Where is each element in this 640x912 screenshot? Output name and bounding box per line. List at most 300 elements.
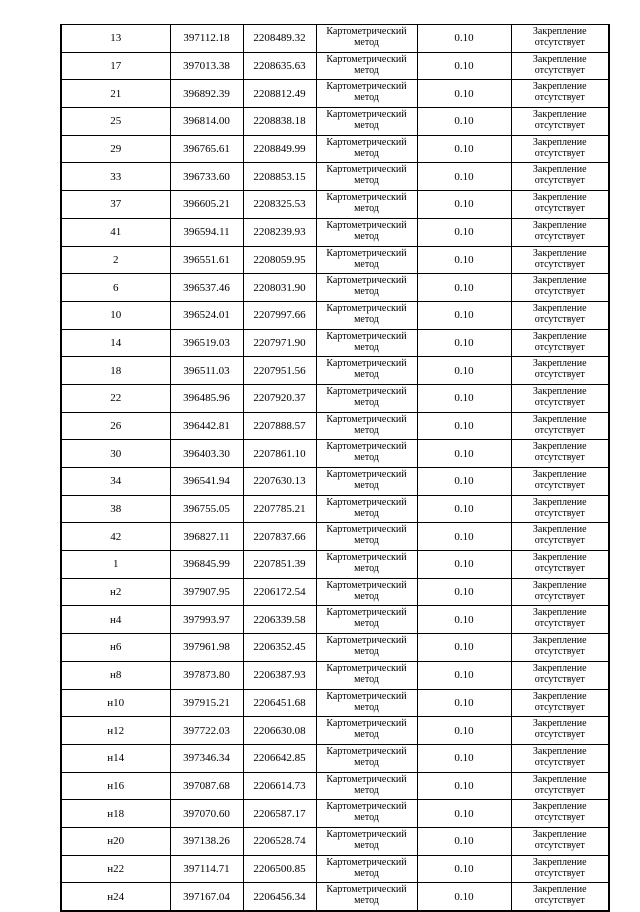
fixation-cell-line-1: Закрепление <box>532 773 587 785</box>
accuracy-cell: 0.10 <box>417 661 511 689</box>
accuracy-cell: 0.10 <box>417 218 511 246</box>
y-coordinate-cell: 2206528.74 <box>243 827 316 855</box>
x-coordinate-cell: 396814.00 <box>170 108 243 136</box>
point-number-cell: н14 <box>61 744 170 772</box>
x-coordinate-cell: 397873.80 <box>170 661 243 689</box>
x-coordinate-cell: 396524.01 <box>170 301 243 329</box>
table-row <box>61 163 609 191</box>
x-coordinate-cell: 396892.39 <box>170 80 243 108</box>
table-row <box>61 523 609 551</box>
x-coordinate-cell: 397961.98 <box>170 634 243 662</box>
fixation-cell <box>511 80 609 108</box>
fixation-cell-line-2: отсутствует <box>534 646 585 658</box>
y-coordinate-cell: 2207861.10 <box>243 440 316 468</box>
fixation-cell-line-1: Закрепление <box>532 275 587 287</box>
x-coordinate-cell: 397138.26 <box>170 827 243 855</box>
method-cell <box>316 163 417 191</box>
x-coordinate-cell: 396485.96 <box>170 384 243 412</box>
accuracy-cell: 0.10 <box>417 606 511 634</box>
method-cell-line-1: Картометрический <box>326 109 407 121</box>
point-number-cell: 1 <box>61 551 170 579</box>
x-coordinate-cell: 396845.99 <box>170 551 243 579</box>
fixation-cell-line-1: Закрепление <box>532 358 587 370</box>
table-row <box>61 606 609 634</box>
accuracy-cell: 0.10 <box>417 135 511 163</box>
method-cell <box>316 689 417 717</box>
method-cell-line-2: метод <box>354 784 379 796</box>
table-row <box>61 301 609 329</box>
x-coordinate-cell: 396511.03 <box>170 357 243 385</box>
accuracy-cell: 0.10 <box>417 800 511 828</box>
point-number-cell: 37 <box>61 191 170 219</box>
fixation-cell-line-2: отсутствует <box>534 756 585 768</box>
table-row <box>61 578 609 606</box>
method-cell-line-1: Картометрический <box>326 53 407 65</box>
method-cell-line-2: метод <box>354 64 379 76</box>
method-cell-line-1: Картометрический <box>326 441 407 453</box>
accuracy-cell: 0.10 <box>417 578 511 606</box>
point-number-cell: 22 <box>61 384 170 412</box>
x-coordinate-cell: 396442.81 <box>170 412 243 440</box>
x-coordinate-cell: 396541.94 <box>170 468 243 496</box>
table-row <box>61 634 609 662</box>
method-cell <box>316 717 417 745</box>
fixation-cell-line-2: отсутствует <box>534 313 585 325</box>
point-number-cell: 34 <box>61 468 170 496</box>
y-coordinate-cell: 2206630.08 <box>243 717 316 745</box>
fixation-cell-line-1: Закрепление <box>532 164 587 176</box>
method-cell-line-1: Картометрический <box>326 358 407 370</box>
table-row <box>61 468 609 496</box>
method-cell <box>316 274 417 302</box>
fixation-cell-line-2: отсутствует <box>534 37 585 48</box>
accuracy-cell: 0.10 <box>417 827 511 855</box>
y-coordinate-cell: 2208853.15 <box>243 163 316 191</box>
fixation-cell-line-1: Закрепление <box>532 53 587 65</box>
table-row <box>61 551 609 579</box>
method-cell-line-2: метод <box>354 812 379 824</box>
point-number-cell: 18 <box>61 357 170 385</box>
method-cell <box>316 246 417 274</box>
fixation-cell-line-1: Закрепление <box>532 828 587 840</box>
method-cell-line-1: Картометрический <box>326 496 407 508</box>
fixation-cell-line-1: Закрепление <box>532 136 587 148</box>
method-cell-line-2: метод <box>354 203 379 215</box>
accuracy-cell: 0.10 <box>417 25 511 53</box>
fixation-cell-line-1: Закрепление <box>532 81 587 93</box>
fixation-cell-line-1: Закрепление <box>532 801 587 813</box>
point-number-cell: н4 <box>61 606 170 634</box>
point-number-cell: н8 <box>61 661 170 689</box>
y-coordinate-cell: 2208489.32 <box>243 25 316 53</box>
y-coordinate-cell: 2207851.39 <box>243 551 316 579</box>
fixation-cell-line-2: отсутствует <box>534 673 585 685</box>
accuracy-cell: 0.10 <box>417 384 511 412</box>
method-cell <box>316 661 417 689</box>
point-number-cell: н22 <box>61 855 170 883</box>
method-cell-line-2: метод <box>354 590 379 602</box>
method-cell-line-2: метод <box>354 480 379 491</box>
fixation-cell-line-2: отсутствует <box>534 230 585 242</box>
fixation-cell-line-1: Закрепление <box>532 247 587 259</box>
point-number-cell: н10 <box>61 689 170 717</box>
method-cell <box>316 412 417 440</box>
fixation-cell-line-2: отсутствует <box>534 812 585 824</box>
accuracy-cell: 0.10 <box>417 440 511 468</box>
method-cell <box>316 301 417 329</box>
method-cell-line-2: метод <box>354 701 379 713</box>
y-coordinate-cell: 2208838.18 <box>243 108 316 136</box>
accuracy-cell: 0.10 <box>417 357 511 385</box>
method-cell-line-1: Картометрический <box>326 856 407 868</box>
accuracy-cell: 0.10 <box>417 689 511 717</box>
method-cell-line-2: метод <box>354 258 379 270</box>
fixation-cell-line-1: Закрепление <box>532 552 587 564</box>
method-cell <box>316 606 417 634</box>
fixation-cell-line-2: отсутствует <box>534 424 585 436</box>
y-coordinate-cell: 2206500.85 <box>243 855 316 883</box>
fixation-cell <box>511 135 609 163</box>
point-number-cell: н18 <box>61 800 170 828</box>
fixation-cell <box>511 52 609 80</box>
fixation-cell-line-1: Закрепление <box>532 690 587 702</box>
fixation-cell-line-1: Закрепление <box>532 413 587 425</box>
method-cell-line-1: Картометрический <box>326 469 407 480</box>
y-coordinate-cell: 2207785.21 <box>243 495 316 523</box>
method-cell-line-2: метод <box>354 147 379 159</box>
method-cell-line-1: Картометрический <box>326 192 407 204</box>
table-row <box>61 274 609 302</box>
x-coordinate-cell: 397114.71 <box>170 855 243 883</box>
method-cell <box>316 357 417 385</box>
method-cell-line-1: Картометрический <box>326 413 407 425</box>
point-number-cell: 17 <box>61 52 170 80</box>
fixation-cell-line-2: отсутствует <box>534 839 585 851</box>
method-cell-line-1: Картометрический <box>326 26 407 37</box>
y-coordinate-cell: 2206352.45 <box>243 634 316 662</box>
accuracy-cell: 0.10 <box>417 412 511 440</box>
method-cell <box>316 191 417 219</box>
y-coordinate-cell: 2207837.66 <box>243 523 316 551</box>
fixation-cell-line-2: отсутствует <box>534 784 585 796</box>
method-cell <box>316 218 417 246</box>
method-cell-line-1: Картометрический <box>326 718 407 730</box>
x-coordinate-cell: 396827.11 <box>170 523 243 551</box>
fixation-cell-line-2: отсутствует <box>534 341 585 353</box>
method-cell <box>316 108 417 136</box>
table-row <box>61 191 609 219</box>
method-cell <box>316 329 417 357</box>
method-cell-line-1: Картометрический <box>326 81 407 93</box>
accuracy-cell: 0.10 <box>417 495 511 523</box>
y-coordinate-cell: 2208635.63 <box>243 52 316 80</box>
x-coordinate-cell: 397907.95 <box>170 578 243 606</box>
method-cell-line-2: метод <box>354 37 379 48</box>
accuracy-cell: 0.10 <box>417 551 511 579</box>
fixation-cell-line-2: отсутствует <box>534 507 585 519</box>
fixation-cell-line-1: Закрепление <box>532 469 587 480</box>
point-number-cell: 25 <box>61 108 170 136</box>
fixation-cell <box>511 246 609 274</box>
fixation-cell-line-1: Закрепление <box>532 330 587 342</box>
fixation-cell <box>511 440 609 468</box>
method-cell-line-1: Картометрический <box>326 607 407 619</box>
x-coordinate-cell: 396537.46 <box>170 274 243 302</box>
x-coordinate-cell: 396765.61 <box>170 135 243 163</box>
fixation-cell <box>511 772 609 800</box>
method-cell-line-2: метод <box>354 341 379 353</box>
x-coordinate-cell: 397087.68 <box>170 772 243 800</box>
fixation-cell-line-1: Закрепление <box>532 635 587 647</box>
point-number-cell: 26 <box>61 412 170 440</box>
fixation-cell-line-2: отсутствует <box>534 396 585 408</box>
x-coordinate-cell: 397915.21 <box>170 689 243 717</box>
x-coordinate-cell: 396403.30 <box>170 440 243 468</box>
x-coordinate-cell: 397722.03 <box>170 717 243 745</box>
point-number-cell: 2 <box>61 246 170 274</box>
y-coordinate-cell: 2208812.49 <box>243 80 316 108</box>
fixation-cell <box>511 468 609 496</box>
method-cell-line-1: Картометрический <box>326 302 407 314</box>
accuracy-cell: 0.10 <box>417 246 511 274</box>
table-row <box>61 495 609 523</box>
table-row <box>61 218 609 246</box>
x-coordinate-cell: 396551.61 <box>170 246 243 274</box>
method-cell-line-2: метод <box>354 92 379 104</box>
y-coordinate-cell: 2208059.95 <box>243 246 316 274</box>
method-cell-line-1: Картометрический <box>326 552 407 564</box>
point-number-cell: н20 <box>61 827 170 855</box>
fixation-cell-line-1: Закрепление <box>532 219 587 231</box>
method-cell-line-1: Картометрический <box>326 247 407 259</box>
table-row <box>61 135 609 163</box>
x-coordinate-cell: 397070.60 <box>170 800 243 828</box>
fixation-cell <box>511 661 609 689</box>
x-coordinate-cell: 397013.38 <box>170 52 243 80</box>
accuracy-cell: 0.10 <box>417 855 511 883</box>
method-cell-line-1: Картометрический <box>326 164 407 176</box>
point-number-cell: 14 <box>61 329 170 357</box>
fixation-cell <box>511 301 609 329</box>
method-cell-line-1: Картометрический <box>326 524 407 536</box>
fixation-cell-line-2: отсутствует <box>534 563 585 575</box>
fixation-cell-line-1: Закрепление <box>532 607 587 619</box>
fixation-cell <box>511 357 609 385</box>
table-row <box>61 883 609 911</box>
method-cell-line-1: Картометрический <box>326 385 407 397</box>
method-cell <box>316 578 417 606</box>
y-coordinate-cell: 2206456.34 <box>243 883 316 911</box>
point-number-cell: н16 <box>61 772 170 800</box>
y-coordinate-cell: 2207951.56 <box>243 357 316 385</box>
fixation-cell-line-2: отсутствует <box>534 618 585 630</box>
method-cell <box>316 634 417 662</box>
fixation-cell <box>511 744 609 772</box>
table-row <box>61 717 609 745</box>
method-cell-line-2: метод <box>354 839 379 851</box>
point-number-cell: 6 <box>61 274 170 302</box>
accuracy-cell: 0.10 <box>417 301 511 329</box>
method-cell <box>316 135 417 163</box>
fixation-cell <box>511 108 609 136</box>
y-coordinate-cell: 2206587.17 <box>243 800 316 828</box>
method-cell-line-1: Картометрический <box>326 330 407 342</box>
fixation-cell <box>511 329 609 357</box>
method-cell-line-2: метод <box>354 535 379 547</box>
x-coordinate-cell: 396733.60 <box>170 163 243 191</box>
method-cell-line-1: Картометрический <box>326 884 407 896</box>
fixation-cell <box>511 606 609 634</box>
coordinates-table <box>60 24 610 912</box>
accuracy-cell: 0.10 <box>417 274 511 302</box>
x-coordinate-cell: 396605.21 <box>170 191 243 219</box>
fixation-cell-line-2: отсутствует <box>534 203 585 215</box>
method-cell-line-2: метод <box>354 618 379 630</box>
point-number-cell: 42 <box>61 523 170 551</box>
fixation-cell <box>511 855 609 883</box>
table-row <box>61 329 609 357</box>
fixation-cell <box>511 25 609 53</box>
accuracy-cell: 0.10 <box>417 108 511 136</box>
method-cell <box>316 523 417 551</box>
method-cell-line-1: Картометрический <box>326 635 407 647</box>
point-number-cell: 21 <box>61 80 170 108</box>
method-cell-line-1: Картометрический <box>326 801 407 813</box>
y-coordinate-cell: 2206172.54 <box>243 578 316 606</box>
table-row <box>61 689 609 717</box>
table-row <box>61 108 609 136</box>
method-cell <box>316 883 417 911</box>
fixation-cell-line-2: отсутствует <box>534 535 585 547</box>
accuracy-cell: 0.10 <box>417 468 511 496</box>
method-cell-line-2: метод <box>354 867 379 879</box>
fixation-cell <box>511 551 609 579</box>
method-cell-line-1: Картометрический <box>326 275 407 287</box>
y-coordinate-cell: 2207630.13 <box>243 468 316 496</box>
x-coordinate-cell: 397346.34 <box>170 744 243 772</box>
y-coordinate-cell: 2207971.90 <box>243 329 316 357</box>
table-row <box>61 357 609 385</box>
method-cell-line-1: Картометрический <box>326 219 407 231</box>
method-cell-line-2: метод <box>354 396 379 408</box>
method-cell-line-2: метод <box>354 507 379 519</box>
fixation-cell <box>511 412 609 440</box>
method-cell <box>316 744 417 772</box>
accuracy-cell: 0.10 <box>417 717 511 745</box>
method-cell <box>316 551 417 579</box>
table-row <box>61 855 609 883</box>
table-row <box>61 25 609 53</box>
fixation-cell-line-2: отсутствует <box>534 590 585 602</box>
method-cell <box>316 855 417 883</box>
y-coordinate-cell: 2206387.93 <box>243 661 316 689</box>
method-cell <box>316 80 417 108</box>
method-cell-line-1: Картометрический <box>326 662 407 674</box>
y-coordinate-cell: 2208239.93 <box>243 218 316 246</box>
method-cell <box>316 440 417 468</box>
method-cell-line-2: метод <box>354 563 379 575</box>
accuracy-cell: 0.10 <box>417 80 511 108</box>
accuracy-cell: 0.10 <box>417 191 511 219</box>
accuracy-cell: 0.10 <box>417 329 511 357</box>
method-cell-line-2: метод <box>354 729 379 741</box>
fixation-cell-line-1: Закрепление <box>532 524 587 536</box>
table-row <box>61 661 609 689</box>
point-number-cell: н12 <box>61 717 170 745</box>
y-coordinate-cell: 2206451.68 <box>243 689 316 717</box>
y-coordinate-cell: 2206614.73 <box>243 772 316 800</box>
fixation-cell <box>511 274 609 302</box>
x-coordinate-cell: 397112.18 <box>170 25 243 53</box>
table-row <box>61 80 609 108</box>
method-cell-line-2: метод <box>354 369 379 381</box>
method-cell <box>316 495 417 523</box>
fixation-cell-line-2: отсутствует <box>534 480 585 491</box>
point-number-cell: 10 <box>61 301 170 329</box>
fixation-cell-line-2: отсутствует <box>534 64 585 76</box>
fixation-cell <box>511 578 609 606</box>
method-cell-line-1: Картометрический <box>326 828 407 840</box>
accuracy-cell: 0.10 <box>417 772 511 800</box>
point-number-cell: 13 <box>61 25 170 53</box>
method-cell <box>316 772 417 800</box>
fixation-cell-line-1: Закрепление <box>532 192 587 204</box>
method-cell-line-2: метод <box>354 646 379 658</box>
table-row <box>61 384 609 412</box>
fixation-cell <box>511 800 609 828</box>
fixation-cell-line-2: отсутствует <box>534 452 585 464</box>
fixation-cell <box>511 191 609 219</box>
point-number-cell: 33 <box>61 163 170 191</box>
y-coordinate-cell: 2206339.58 <box>243 606 316 634</box>
fixation-cell <box>511 689 609 717</box>
accuracy-cell: 0.10 <box>417 523 511 551</box>
method-cell <box>316 468 417 496</box>
accuracy-cell: 0.10 <box>417 52 511 80</box>
table-body <box>61 25 609 912</box>
table-row <box>61 246 609 274</box>
table-row <box>61 412 609 440</box>
method-cell-line-2: метод <box>354 895 379 907</box>
table-row <box>61 440 609 468</box>
fixation-cell-line-1: Закрепление <box>532 579 587 591</box>
table-row <box>61 772 609 800</box>
y-coordinate-cell: 2206642.85 <box>243 744 316 772</box>
fixation-cell <box>511 634 609 662</box>
fixation-cell <box>511 523 609 551</box>
method-cell <box>316 25 417 53</box>
method-cell <box>316 800 417 828</box>
fixation-cell-line-1: Закрепление <box>532 26 587 37</box>
fixation-cell <box>511 883 609 911</box>
accuracy-cell: 0.10 <box>417 744 511 772</box>
fixation-cell-line-2: отсутствует <box>534 867 585 879</box>
x-coordinate-cell: 396594.11 <box>170 218 243 246</box>
y-coordinate-cell: 2207888.57 <box>243 412 316 440</box>
method-cell-line-2: метод <box>354 452 379 464</box>
point-number-cell: н6 <box>61 634 170 662</box>
x-coordinate-cell: 397167.04 <box>170 883 243 911</box>
method-cell-line-2: метод <box>354 286 379 298</box>
x-coordinate-cell: 396755.05 <box>170 495 243 523</box>
fixation-cell <box>511 384 609 412</box>
fixation-cell-line-1: Закрепление <box>532 302 587 314</box>
x-coordinate-cell: 397993.97 <box>170 606 243 634</box>
y-coordinate-cell: 2208849.99 <box>243 135 316 163</box>
point-number-cell: 41 <box>61 218 170 246</box>
fixation-cell-line-1: Закрепление <box>532 385 587 397</box>
fixation-cell-line-2: отсутствует <box>534 729 585 741</box>
